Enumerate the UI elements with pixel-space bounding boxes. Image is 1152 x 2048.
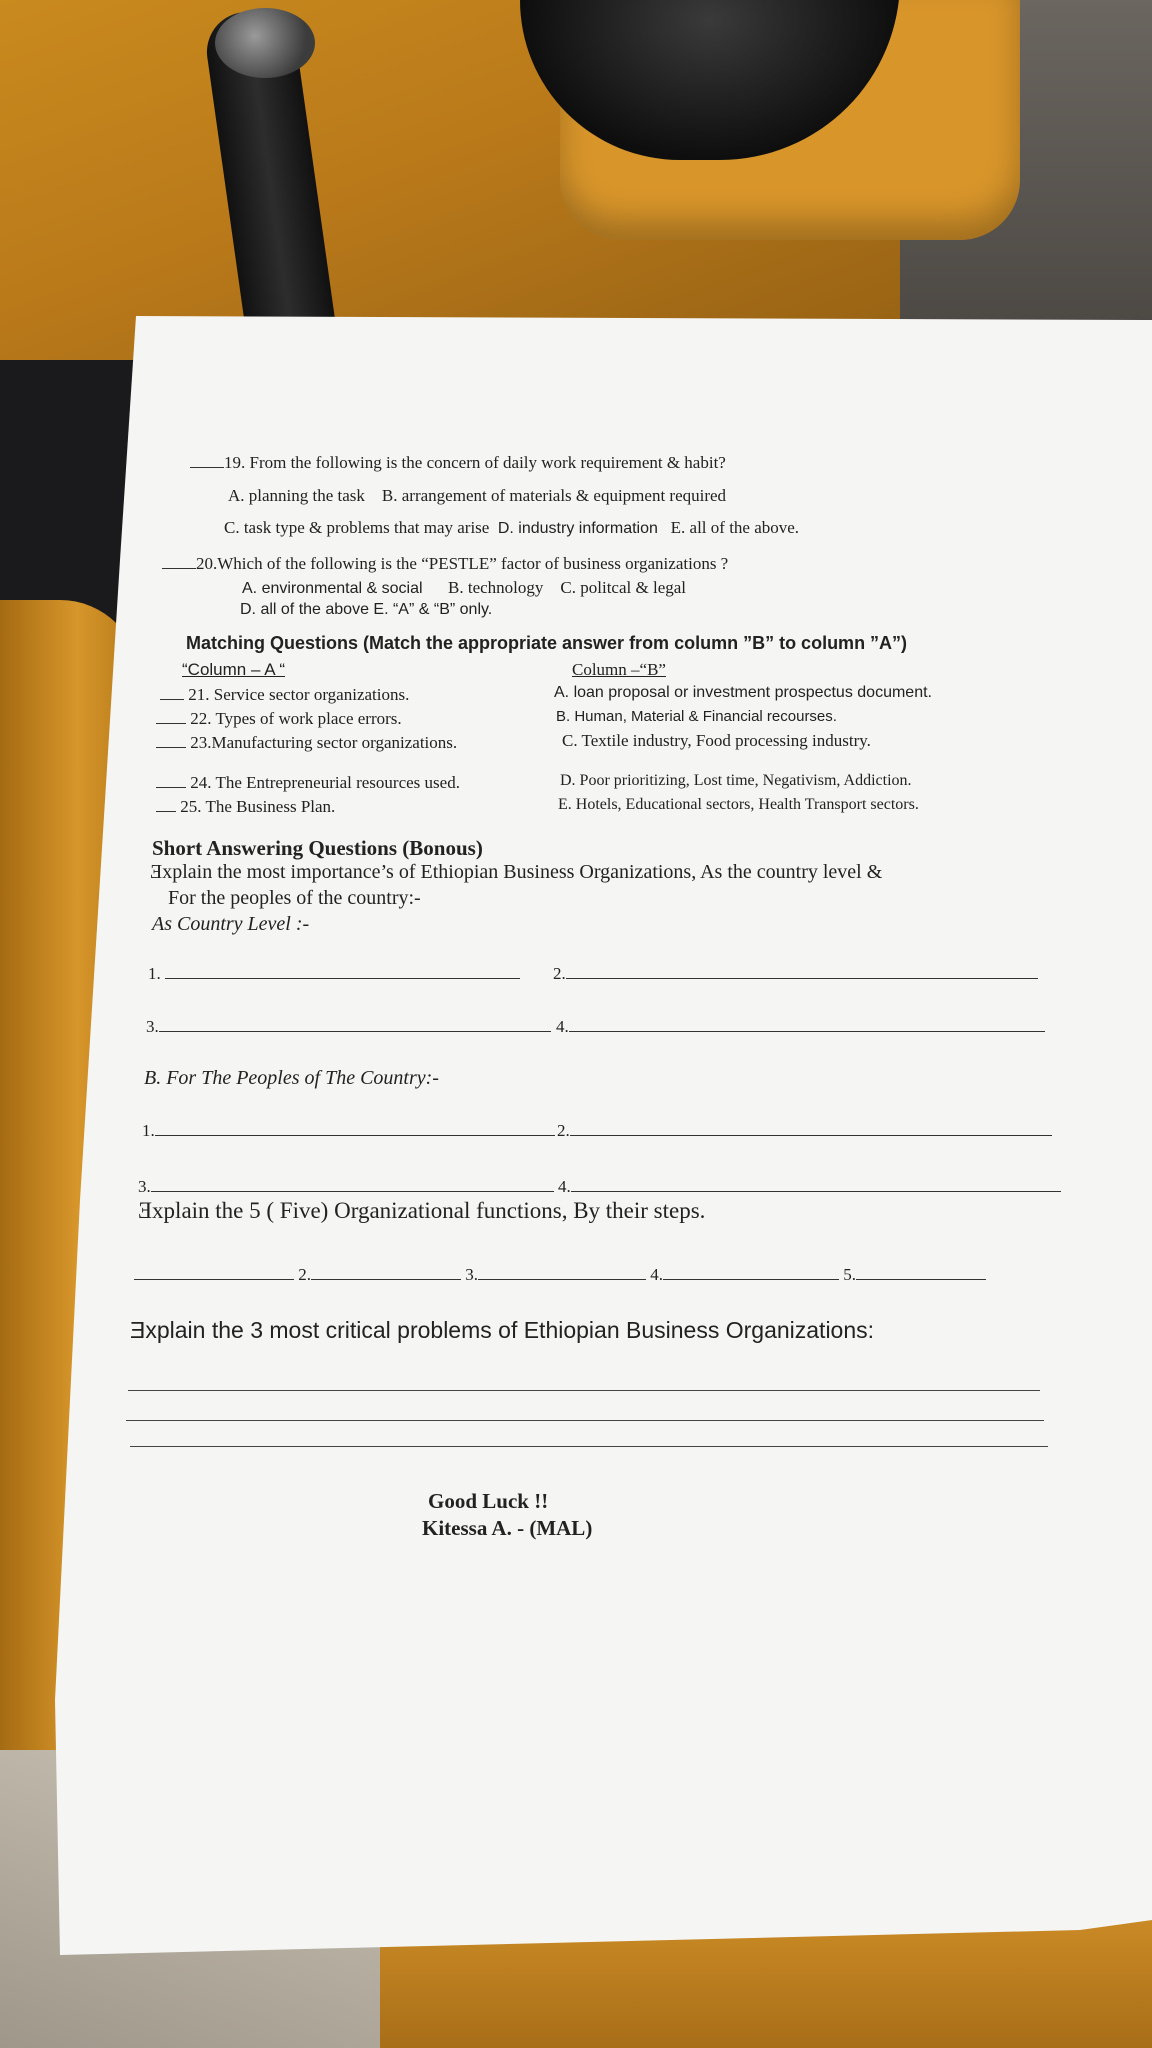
- matching-item-25: [156, 795, 335, 817]
- answer-line-5[interactable]: [856, 1263, 986, 1280]
- question-19-stem: 19. From the following is the concern of daily work requirement & habit?: [224, 453, 726, 472]
- answer-number: 1.: [148, 964, 161, 983]
- country-answer-3: [146, 1015, 551, 1037]
- matching-right-b: B. Human, Material & Financial recourses.: [556, 708, 837, 725]
- answer-number: 5.: [843, 1265, 856, 1284]
- matching-left-25: 25. The Business Plan.: [180, 797, 336, 816]
- functions-answers: [134, 1263, 986, 1285]
- question-20-options-row2: [240, 600, 492, 620]
- answer-number: 2.: [557, 1121, 570, 1140]
- answer-blank-21[interactable]: [160, 683, 184, 700]
- option-a: A. environmental & social: [242, 580, 423, 597]
- matching-left-22: 22. Types of work place errors.: [190, 709, 402, 728]
- answer-number: 3.: [138, 1177, 151, 1196]
- answer-number: 1.: [142, 1121, 155, 1140]
- matching-item-21: [160, 683, 409, 705]
- answer-number: 4.: [650, 1265, 663, 1284]
- answer-blank-19[interactable]: [190, 451, 224, 468]
- matching-item-23: [156, 731, 457, 753]
- column-a-header: “Column – A “: [182, 660, 285, 679]
- answer-rule-1[interactable]: [128, 1390, 1040, 1391]
- matching-right-d: D. Poor prioritizing, Lost time, Negativism, Addiction.: [560, 772, 912, 789]
- functions-question-text: Ǝxplain the 5 ( Five) Organizational functions, By their steps.: [138, 1198, 706, 1223]
- matching-right-c: C. Textile industry, Food processing industry.: [562, 731, 871, 750]
- question-20: [162, 552, 728, 574]
- answer-line-2[interactable]: [311, 1263, 461, 1280]
- matching-right-a: A. loan proposal or investment prospectus document.: [554, 684, 932, 701]
- good-luck: Good Luck !!: [428, 1489, 549, 1513]
- answer-line[interactable]: [566, 962, 1038, 979]
- author: Kitessa A. - (MAL): [422, 1516, 593, 1540]
- answer-line[interactable]: [159, 1015, 551, 1032]
- answer-rule-2[interactable]: [126, 1420, 1044, 1421]
- peoples-answer-1: [142, 1119, 555, 1141]
- peoples-answer-3: [138, 1175, 554, 1197]
- matching-item-24: [156, 771, 460, 793]
- answer-number: 3.: [465, 1265, 478, 1284]
- short-answer-instruction-1: Ǝxplain the most importance’s of Ethiopian Business Organizations, As the country level &: [150, 861, 883, 883]
- answer-line[interactable]: [155, 1119, 555, 1136]
- country-level-heading: As Country Level :-: [152, 913, 310, 935]
- answer-blank-25[interactable]: [156, 795, 176, 812]
- answer-line[interactable]: [151, 1175, 554, 1192]
- answer-number: 2.: [553, 964, 566, 983]
- answer-line-1[interactable]: [134, 1263, 294, 1280]
- option-de: D. all of the above E. “A” & “B” only.: [240, 601, 493, 618]
- answer-blank-23[interactable]: [156, 731, 186, 748]
- matching-left-21: 21. Service sector organizations.: [188, 685, 410, 704]
- answer-number: 3.: [146, 1017, 159, 1036]
- matching-item-22: [156, 707, 402, 729]
- option-a: A. planning the task: [228, 486, 365, 505]
- answer-line[interactable]: [570, 1119, 1052, 1136]
- problems-question: Ǝxplain the 3 most critical problems of Ethiopian Business Organizations:: [130, 1317, 875, 1343]
- answer-blank-24[interactable]: [156, 771, 186, 788]
- option-c: C. politcal & legal: [560, 578, 687, 597]
- option-e: E. all of the above.: [670, 518, 800, 537]
- question-19: [190, 451, 726, 473]
- question-20-options-row1: [242, 578, 686, 599]
- country-answer-2: [553, 962, 1038, 984]
- answer-line[interactable]: [165, 962, 520, 979]
- option-c: C. task type & problems that may arise: [224, 518, 490, 537]
- question-19-options-row1: [228, 486, 726, 506]
- peoples-answer-2: [557, 1119, 1052, 1141]
- answer-line-3[interactable]: [478, 1263, 646, 1280]
- short-answer-instruction-2: For the peoples of the country:-: [168, 887, 421, 909]
- option-b: B. arrangement of materials & equipment required: [381, 486, 727, 505]
- question-19-options-row2: [224, 518, 799, 539]
- country-answer-4: [556, 1015, 1045, 1037]
- answer-blank-20[interactable]: [162, 552, 196, 569]
- matching-right-e: E. Hotels, Educational sectors, Health Transport sectors.: [558, 796, 919, 813]
- answer-number: 2.: [298, 1265, 311, 1284]
- peoples-answer-4: [558, 1175, 1061, 1197]
- country-answer-1: [148, 962, 520, 984]
- matching-title: Matching Questions (Match the appropriate answer from column ”B” to column ”A”): [186, 633, 908, 653]
- option-d: D. industry information: [497, 520, 658, 537]
- matching-left-24: 24. The Entrepreneurial resources used.: [190, 773, 460, 792]
- question-20-stem: 20.Which of the following is the “PESTLE” factor of business organizations ?: [196, 554, 729, 573]
- answer-number: 4.: [556, 1017, 569, 1036]
- functions-question: [138, 1198, 705, 1224]
- answer-blank-22[interactable]: [156, 707, 186, 724]
- column-b-header: Column –“B”: [572, 660, 666, 679]
- answer-rule-3[interactable]: [130, 1446, 1048, 1447]
- option-b: B. technology: [448, 578, 544, 597]
- answer-line-4[interactable]: [663, 1263, 839, 1280]
- matching-left-23: 23.Manufacturing sector organizations.: [190, 733, 458, 752]
- answer-line[interactable]: [569, 1015, 1045, 1032]
- short-answer-title: Short Answering Questions (Bonous): [152, 836, 483, 860]
- answer-line[interactable]: [571, 1175, 1061, 1192]
- peoples-heading: B. For The Peoples of The Country:-: [144, 1067, 439, 1089]
- answer-number: 4.: [558, 1177, 571, 1196]
